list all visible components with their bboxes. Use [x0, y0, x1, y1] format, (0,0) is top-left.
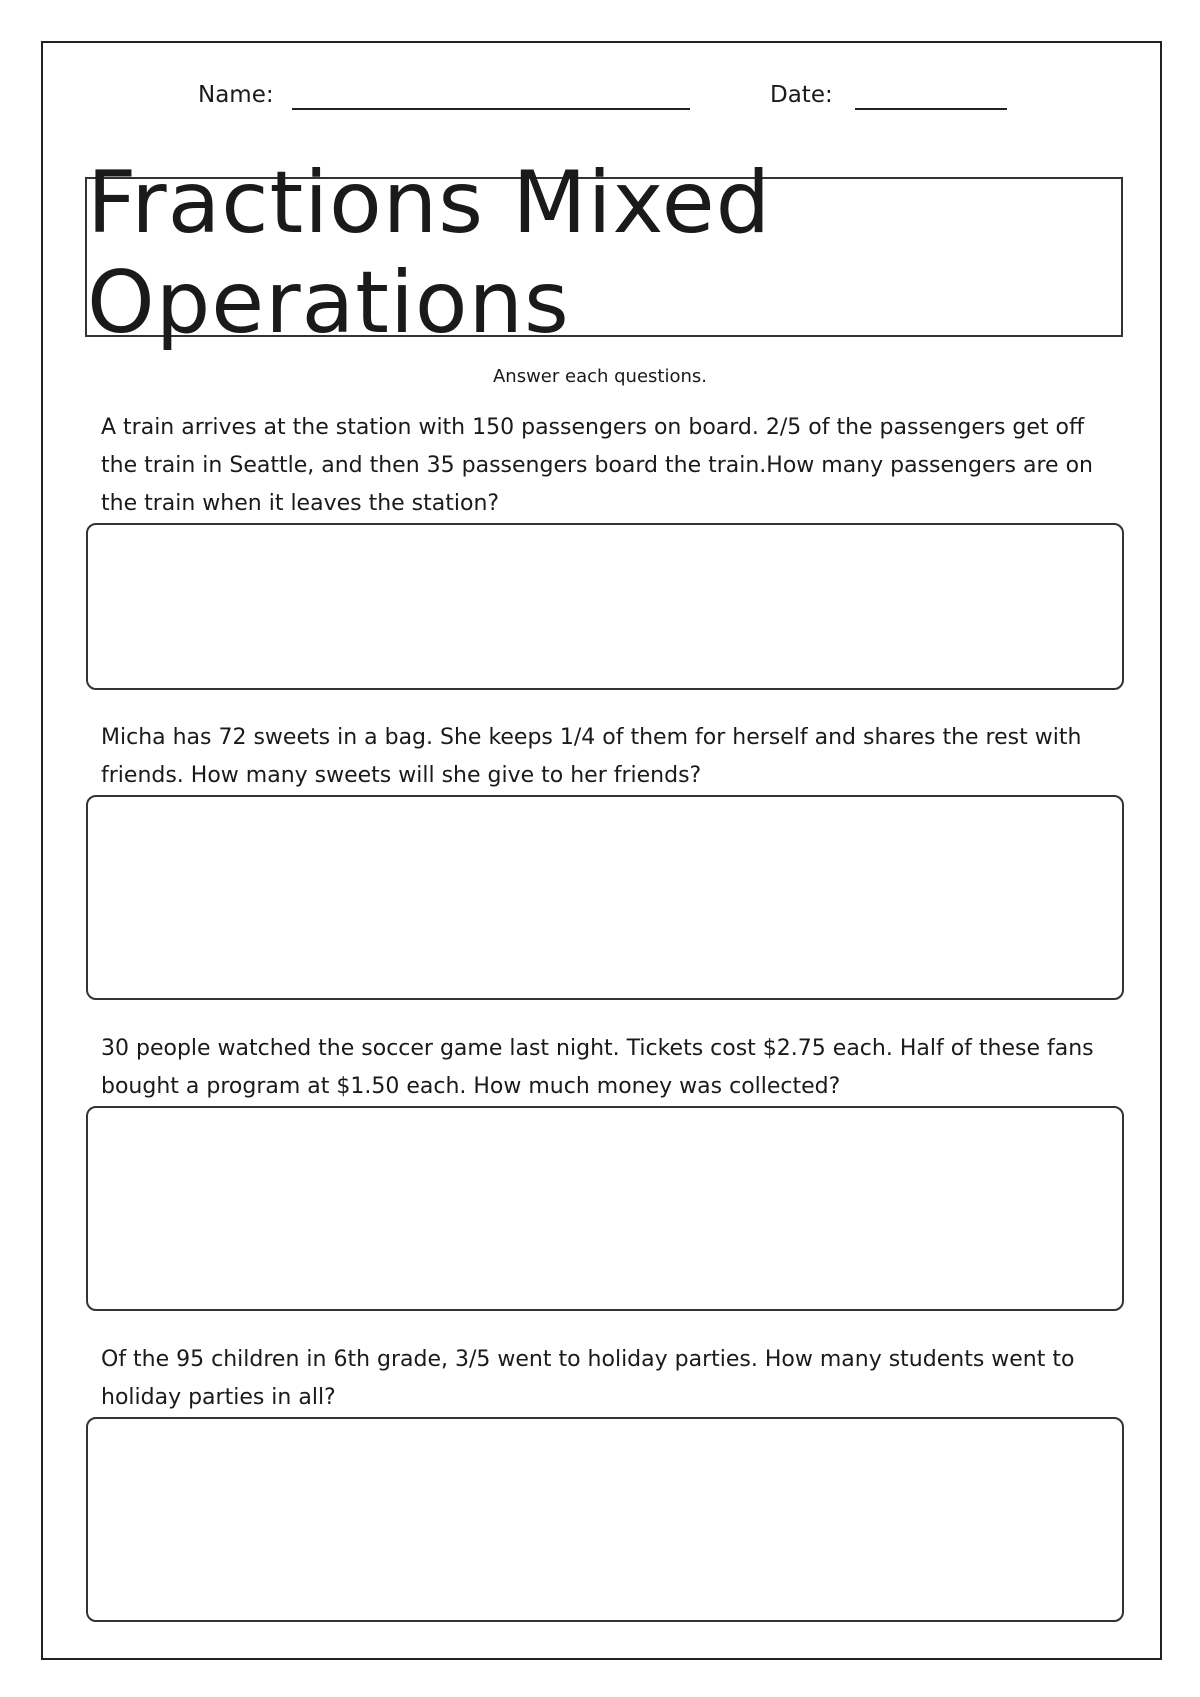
- question-1: A train arrives at the station with 150 passengers on board. 2/5 of the passengers get off the train in Seattle, and then 35 passengers board the train.How many passengers are on the train when it leaves the station?: [101, 415, 1093, 516]
- answer-box-3[interactable]: [86, 1106, 1124, 1311]
- answer-box-2[interactable]: [86, 795, 1124, 1000]
- date-field-line[interactable]: [855, 108, 1007, 110]
- date-label: Date:: [770, 82, 833, 108]
- question-2: Micha has 72 sweets in a bag. She keeps 1/4 of them for herself and shares the rest with friends. How many sweets will she give to her friends?: [101, 725, 1082, 788]
- instruction-text: Answer each questions.: [492, 366, 707, 387]
- answer-box-1[interactable]: [86, 523, 1124, 690]
- name-field-line[interactable]: [292, 108, 690, 110]
- answer-box-4[interactable]: [86, 1417, 1124, 1622]
- question-3: 30 people watched the soccer game last night. Tickets cost $2.75 each. Half of these fans bought a program at $1.50 each. How much money was collected?: [101, 1036, 1094, 1099]
- worksheet-title: Fractions Mixed Operations: [87, 153, 772, 353]
- question-4: Of the 95 children in 6th grade, 3/5 went to holiday parties. How many students went to holiday parties in all?: [101, 1347, 1075, 1410]
- name-label: Name:: [198, 82, 274, 108]
- title-box: [85, 153, 1123, 353]
